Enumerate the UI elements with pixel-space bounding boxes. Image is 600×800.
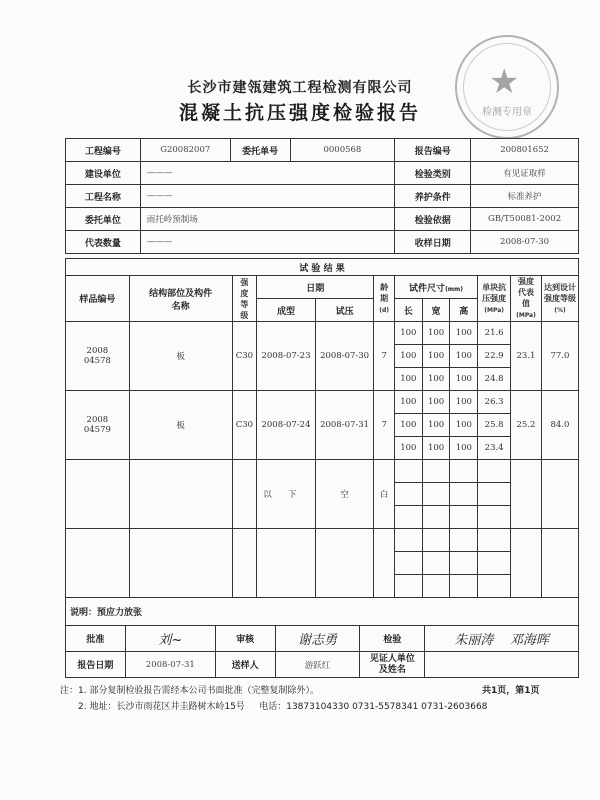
design-pct-cell: 77.0 [541,322,578,391]
builder-label: 建设单位 [66,162,141,185]
report-date-value: 2008-07-31 [125,652,215,678]
info-row [66,231,579,254]
blank-cell [129,529,232,598]
col-size-label: 试件尺寸 [409,283,446,294]
width-cell: 100 [422,322,450,345]
height-cell: 100 [450,437,478,460]
length-cell: 100 [394,391,422,414]
blank-cell [394,529,422,552]
footer-note-1: 注：1. 部分复制检验报告需经本公司书面批准（完整复制除外）。 [60,686,319,696]
info-row [66,139,579,162]
col-age-label: 龄期 [380,282,389,303]
received-label: 收样日期 [395,231,471,254]
sample-no-cell [66,391,130,460]
blank-cell [129,460,232,529]
blank-cell [394,460,422,483]
quantity-label: 代表数量 [66,231,141,254]
length-cell: 100 [394,322,422,345]
blank-cell [66,460,130,529]
client-label: 委托单位 [66,208,141,231]
blank-cell [450,506,478,529]
col-single-strength [478,276,511,322]
project-no-label: 工程编号 [66,139,141,162]
test-type-value: 有见证取样 [471,162,579,185]
review-signature: 谢志勇 [275,626,360,652]
basis-value: GB/T50081-2002 [471,208,579,231]
length-cell: 100 [394,368,422,391]
col-size [394,276,477,299]
col-size-unit: (mm) [445,285,464,293]
width-cell: 100 [422,414,450,437]
received-value: 2008-07-30 [471,231,579,254]
blank-cell [422,575,450,598]
blank-cell [478,575,511,598]
col-design-unit: (%) [554,306,566,314]
blank-cell [422,483,450,506]
seal-text: 检测专用章 [482,107,532,118]
col-date-cast: 成型 [257,299,316,322]
blank-cell [422,552,450,575]
star-icon: ★ [489,62,520,102]
blank-cell [478,483,511,506]
col-single-unit: (MPa) [484,306,504,314]
strength-cell: 25.8 [478,414,511,437]
blank-cell [232,529,257,598]
builder-value: ——— [140,162,395,185]
page-counter: 共1页，第1页 [482,686,540,696]
age-cell: 7 [374,322,395,391]
remarks-label: 说明： [70,608,98,618]
blank-cell [478,506,511,529]
entrust-no-value: 0000568 [290,139,395,162]
info-row [66,162,579,185]
col-structure: 结构部位及构件名称 [129,276,232,322]
blank-cell [450,529,478,552]
blank-cell [394,483,422,506]
blank-marker-cell: 白 [374,460,395,529]
col-single-strength-label: 单块抗压强度 [482,282,507,303]
structure-cell: 板 [129,322,232,391]
review-label: 审核 [215,626,275,652]
blank-marker-cell: 空 [315,460,374,529]
blank-cell [394,575,422,598]
cast-date-cell: 2008-07-24 [257,391,316,460]
cast-date-cell: 2008-07-23 [257,322,316,391]
col-age-unit: (d) [379,306,390,314]
strength-cell: 21.6 [478,322,511,345]
blank-row [66,460,579,483]
signoff-table [65,625,579,678]
footer-notes [60,683,487,715]
curing-label: 养护条件 [395,185,471,208]
blank-marker-cell [257,460,316,529]
col-design-pct-label: 达到设计强度等级 [543,282,576,303]
blank-cell [478,460,511,483]
strength-cell: 26.3 [478,391,511,414]
height-cell: 100 [450,368,478,391]
info-row [66,208,579,231]
width-cell: 100 [422,391,450,414]
col-grade: 强度等级 [232,276,257,322]
blank-cell [478,529,511,552]
width-cell: 100 [422,345,450,368]
section-title-row [66,259,579,276]
results-section-title: 试 验 结 果 [66,259,579,276]
blank-cell [232,460,257,529]
height-cell: 100 [450,414,478,437]
company-name: 长沙市建瓴建筑工程检测有限公司 [187,80,413,96]
table-row [66,391,579,414]
signoff-row [66,652,579,678]
structure-cell: 板 [129,391,232,460]
entrust-no-label: 委托单号 [230,139,290,162]
witness-value [425,652,579,678]
rep-strength-cell: 23.1 [511,322,542,391]
approve-label: 批准 [66,626,126,652]
report-no-value: 200801652 [471,139,579,162]
blank-cell [66,529,130,598]
inspect-signature-1: 朱丽涛 [454,633,494,648]
blank-marker-1: 以 [263,490,272,500]
blank-cell [394,506,422,529]
rep-strength-cell: 25.2 [511,391,542,460]
blank-cell [450,575,478,598]
info-table [65,138,579,254]
sender-label: 送样人 [215,652,275,678]
blank-cell [511,529,542,598]
footer-address: 2. 地址：长沙市雨花区井圭路树木岭15号 [78,702,245,712]
project-no-value: G20082007 [140,139,230,162]
blank-cell [450,483,478,506]
sample-no-year: 2008 [86,415,109,425]
blank-cell [422,529,450,552]
sender-value: 游跃红 [275,652,360,678]
grade-cell: C30 [232,322,257,391]
test-type-label: 检验类别 [395,162,471,185]
age-cell: 7 [374,391,395,460]
remarks-text: 预应力放张 [97,608,143,618]
basis-label: 检验依据 [395,208,471,231]
blank-cell [394,552,422,575]
blank-cell [450,460,478,483]
col-rep-strength-label: 强度代表值 [517,277,534,308]
length-cell: 100 [394,437,422,460]
witness-label-line-1: 见证人单位 [369,653,415,664]
col-rep-strength [511,276,542,322]
column-header-row [66,276,579,299]
blank-cell [541,460,578,529]
quantity-value: ——— [140,231,395,254]
blank-cell [422,460,450,483]
footer-phone: 电话：13873104330 0731-5578341 0731-2603668 [259,702,488,712]
blank-cell [422,506,450,529]
report-no-label: 报告编号 [395,139,471,162]
blank-cell [315,529,374,598]
design-pct-cell: 84.0 [541,391,578,460]
length-cell: 100 [394,414,422,437]
blank-cell [478,552,511,575]
sample-no-seq: 04579 [83,425,111,435]
blank-cell [374,529,395,598]
test-date-cell: 2008-07-31 [315,391,374,460]
col-width: 宽 [422,299,450,322]
blank-cell [450,552,478,575]
remarks-cell [66,598,579,626]
height-cell: 100 [450,322,478,345]
blank-row [66,529,579,552]
test-date-cell: 2008-07-30 [315,322,374,391]
footer-note-2 [60,699,487,715]
blank-marker-2: 下 [287,490,297,500]
col-date-test: 试压 [315,299,374,322]
strength-cell: 24.8 [478,368,511,391]
col-sample-no: 样品编号 [66,276,130,322]
sample-no-year: 2008 [86,346,109,356]
grade-cell: C30 [232,391,257,460]
info-row [66,185,579,208]
height-cell: 100 [450,345,478,368]
col-length: 长 [394,299,422,322]
table-row [66,322,579,345]
width-cell: 100 [422,368,450,391]
signoff-row [66,626,579,652]
curing-value: 标准养护 [471,185,579,208]
blank-cell [541,529,578,598]
sample-no-cell [66,322,130,391]
results-table [65,258,579,626]
length-cell: 100 [394,345,422,368]
blank-cell [511,460,542,529]
inspect-signatures [425,626,579,652]
strength-cell: 23.4 [478,437,511,460]
official-seal [455,35,559,139]
witness-label [360,652,425,678]
remarks-row [66,598,579,626]
width-cell: 100 [422,437,450,460]
project-name-label: 工程名称 [66,185,141,208]
inspect-signature-2: 邓海晖 [509,633,549,648]
col-rep-unit: (MPa) [516,312,536,319]
approve-signature: 刘~ [125,626,215,652]
report-date-label: 报告日期 [66,652,126,678]
strength-cell: 22.9 [478,345,511,368]
blank-cell [257,529,316,598]
col-height: 高 [450,299,478,322]
report-title: 混凝土抗压强度检验报告 [178,102,421,124]
witness-label-line-2: 及姓名 [378,664,406,675]
col-design-pct [541,276,578,322]
client-value: 雨托岭预制场 [140,208,395,231]
height-cell: 100 [450,391,478,414]
col-date: 日期 [257,276,374,299]
col-age [374,276,395,322]
sample-no-seq: 04578 [83,356,111,366]
inspect-label: 检验 [360,626,425,652]
project-name-value: ——— [140,185,395,208]
